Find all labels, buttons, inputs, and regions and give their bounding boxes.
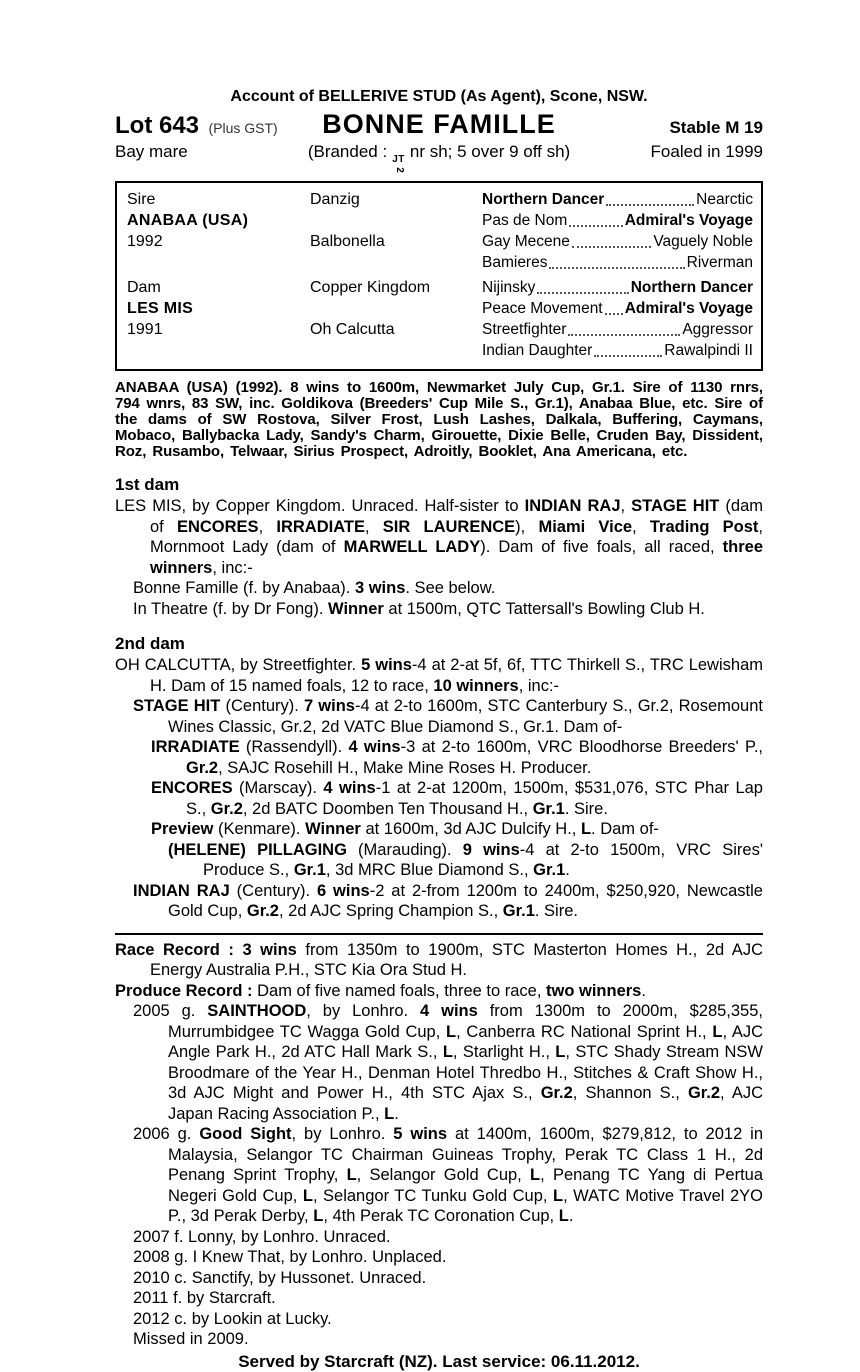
pedigree-ancestor-row xyxy=(482,298,753,319)
second-dam-paragraph: OH CALCUTTA, by Streetfighter. 5 wins-4 at 2-at 5f, 6f, TTC Thirkell S., TRC Lewisham H. Dam of 15 named foals, 12 to race, 10 winners, inc:- xyxy=(115,656,763,695)
plus-gst-label: (Plus GST) xyxy=(208,120,278,136)
dotted-leader xyxy=(568,334,680,336)
brand-prefix: (Branded : xyxy=(307,142,388,161)
brand-description xyxy=(308,142,570,175)
dam-year: 1991 xyxy=(127,321,163,338)
color-sex: Bay mare xyxy=(115,142,188,161)
first-dam-paragraph: LES MIS, by Copper Kingdom. Unraced. Half-sister to INDIAN RAJ, STAGE HIT (dam of ENCORES, IRRADIATE, SIR LAURENCE), Miami Vice, Trading Post, Mornmoot Lady (dam of MARWELL LADY). Dam of five foals, all raced, three winners, inc:- xyxy=(115,497,764,577)
ancestor-name: Northern Dancer xyxy=(482,191,605,208)
second-dam-foal-entry: STAGE HIT (Century). 7 wins-4 at 2-to 1600m, STC Canterbury S., Gr.2, Rosemount Wines Classic, Gr.2, 2d VATC Blue Diamond S., Gr.1. Dam of- xyxy=(133,697,763,736)
dotted-leader xyxy=(569,225,622,227)
race-record: Race Record : 3 wins from 1350m to 1900m, STC Masterton Homes H., 2d AJC Energy Australia P.H., STC Kia Ora Stud H. xyxy=(115,940,763,979)
sire-parents xyxy=(310,189,482,273)
sire-parent-2: Balbonella xyxy=(310,233,385,250)
ancestor-name: Vaguely Noble xyxy=(653,233,753,250)
dam-label: Dam xyxy=(127,279,161,296)
horse-name: BONNE FAMILLE xyxy=(322,109,556,139)
sire-parent-1: Danzig xyxy=(310,191,360,208)
sire-year: 1992 xyxy=(127,233,163,250)
foaled-year: Foaled in 1999 xyxy=(650,142,764,161)
ancestor-name: Streetfighter xyxy=(482,321,567,338)
ancestor-name: Peace Movement xyxy=(482,300,603,317)
pedigree-table xyxy=(115,181,763,371)
produce-entry: 2011 f. by Starcraft. xyxy=(133,1289,276,1307)
dotted-leader xyxy=(537,292,628,294)
second-dam-foal-entry: Preview (Kenmare). Winner at 1600m, 3d AJC Dulcify H., L. Dam of- xyxy=(151,820,659,838)
brand-bottom: 2 xyxy=(393,167,405,173)
ancestor-name: Admiral's Voyage xyxy=(624,300,753,317)
pedigree-ancestor-row xyxy=(482,252,753,273)
produce-entry: Missed in 2009. xyxy=(133,1330,249,1348)
ancestor-name: Gay Mecene xyxy=(482,233,570,250)
dam-parents xyxy=(310,277,482,361)
pedigree-ancestor-row xyxy=(482,319,753,340)
dam-parent-1: Copper Kingdom xyxy=(310,279,431,296)
ancestor-name: Pas de Nom xyxy=(482,212,568,229)
produce-entry: 2007 f. Lonny, by Lonhro. Unraced. xyxy=(133,1227,391,1246)
second-dam-foal-entry: IRRADIATE (Rassendyll). 4 wins-3 at 2-to 1600m, VRC Bloodhorse Breeders' P., Gr.2, SAJC Rosehill H., Make Mine Roses H. Producer. xyxy=(151,738,763,777)
brand-mark-icon xyxy=(392,155,405,175)
pedigree-ancestor-row xyxy=(482,231,753,252)
produce-record: Produce Record : Dam of five named foals, three to race, two winners. xyxy=(115,981,646,1000)
pedigree-ancestor-row xyxy=(482,210,753,231)
dam-ancestors xyxy=(482,277,753,361)
ancestor-name: Bamieres xyxy=(482,254,548,271)
first-dam-foal-entry: Bonne Famille (f. by Anabaa). 3 wins. See below. xyxy=(133,579,496,597)
brand-suffix: nr sh; 5 over 9 off sh) xyxy=(409,142,571,161)
ancestor-name: Indian Daughter xyxy=(482,342,593,359)
sire-summary: ANABAA (USA) (1992). 8 wins to 1600m, Newmarket July Cup, Gr.1. Sire of 1130 rnrs, 794 wnrs, 83 SW, inc. Goldikova (Breeders' Cup Mile S., Gr.1), Anabaa Blue, etc. Sire of the dams of SW Rostova, Silver Frost, Lush Lashes, Dalkala, Buffering, Caymans, Mobaco, Ballybacka Lady, Sandy's Charm, Girouette, Dixie Belle, Cruden Bay, Dissident, Roz, Rusambo, Telwaar, Sirius Prospect, Adroitly, Booklet, Ana Americana, etc. xyxy=(115,379,763,460)
sire-ancestors xyxy=(482,189,753,273)
spacer xyxy=(310,210,482,231)
first-dam-foal-entry: In Theatre (f. by Dr Fong). Winner at 1500m, QTC Tattersall's Bowling Club H. xyxy=(133,599,705,618)
catalog-page xyxy=(115,88,763,1372)
sire-name: ANABAA (USA) xyxy=(127,212,249,229)
dotted-leader xyxy=(549,267,684,269)
pedigree-ancestor-row xyxy=(482,277,753,298)
first-dam-heading: 1st dam xyxy=(115,475,180,494)
pedigree-dam-half xyxy=(127,277,753,361)
account-line: Account of BELLERIVE STUD (As Agent), Scone, NSW. xyxy=(230,88,648,105)
dotted-leader xyxy=(605,313,623,315)
lot-row xyxy=(115,109,763,140)
dam-parent-2: Oh Calcutta xyxy=(310,321,395,338)
ancestor-name: Rawalpindi II xyxy=(664,342,753,359)
lot-left xyxy=(115,112,310,140)
sire-identity xyxy=(127,189,310,273)
ancestor-name: Riverman xyxy=(686,254,753,271)
dotted-leader xyxy=(572,246,651,248)
produce-entry: 2012 c. by Lookin at Lucky. xyxy=(133,1309,332,1328)
ancestor-name: Admiral's Voyage xyxy=(624,212,753,229)
second-dam-foal-entry: INDIAN RAJ (Century). 6 wins-2 at 2-from 1200m to 2400m, $250,920, Newcastle Gold Cup, Gr.2, 2d AJC Spring Champion S., Gr.1. Sire. xyxy=(133,881,763,920)
ancestor-name: Nijinsky xyxy=(482,279,536,296)
lot-number: Lot 643 xyxy=(115,112,200,139)
spacer xyxy=(310,298,482,319)
second-dam-foal-entry: ENCORES (Marscay). 4 wins-1 at 2-at 1200m, 1500m, $531,076, STC Phar Lap S., Gr.2, 2d BATC Doomben Ten Thousand H., Gr.1. Sire. xyxy=(151,779,763,818)
second-dam-heading: 2nd dam xyxy=(115,634,185,653)
ancestor-name: Aggressor xyxy=(682,321,753,338)
dam-name: LES MIS xyxy=(127,300,194,317)
ancestor-name: Northern Dancer xyxy=(630,279,753,296)
pedigree-sire-half xyxy=(127,189,753,273)
second-dam-foal-entry: (HELENE) PILLAGING (Marauding). 9 wins-4 at 2-to 1500m, VRC Sires' Produce S., Gr.1, 3d MRC Blue Diamond S., Gr.1. xyxy=(168,840,763,879)
produce-entry: 2005 g. SAINTHOOD, by Lonhro. 4 wins from 1300m to 2000m, $285,355, Murrumbidgee TC Wagga Gold Cup, L, Canberra RC National Sprint H., L, AJC Angle Park H., 2d ATC Hall Mark S., L, Starlight H., L, STC Shady Stream NSW Broodmare of the Year H., Denman Hotel Thredbo H., Stitches & Craft Show H., 3d AJC Might and Power H., 4th STC Ajax S., Gr.2, Shannon S., Gr.2, AJC Japan Racing Association P., L. xyxy=(133,1002,763,1123)
info-row xyxy=(115,142,763,175)
produce-entry: 2006 g. Good Sight, by Lonhro. 5 wins at 1400m, 1600m, $279,812, to 2012 in Malaysia, Selangor TC Chairman Guineas Trophy, Perak TC Class 1 H., 2d Penang Sprint Trophy, L, Selangor Gold Cup, L, Penang TC Yang di Pertua Negeri Gold Cup, L, Selangor TC Tunku Gold Cup, L, WATC Motive Travel 2YO P., 3d Perak Derby, L, 4th Perak TC Coronation Cup, L. xyxy=(133,1125,764,1225)
stable-number: Stable M 19 xyxy=(669,118,763,137)
brand-top: JT xyxy=(392,154,405,165)
produce-entry: 2008 g. I Knew That, by Lonhro. Unplaced. xyxy=(133,1248,447,1266)
produce-entry: 2010 c. Sanctify, by Hussonet. Unraced. xyxy=(133,1268,427,1287)
sire-label: Sire xyxy=(127,191,156,208)
section-divider xyxy=(115,933,763,935)
dotted-leader xyxy=(606,204,694,206)
dam-identity xyxy=(127,277,310,361)
pedigree-ancestor-row xyxy=(482,340,753,361)
ancestor-name: Nearctic xyxy=(696,191,753,208)
pedigree-ancestor-row xyxy=(482,189,753,210)
served-line: Served by Starcraft (NZ). Last service: 06.11.2012. xyxy=(238,1351,640,1371)
dotted-leader xyxy=(594,355,662,357)
